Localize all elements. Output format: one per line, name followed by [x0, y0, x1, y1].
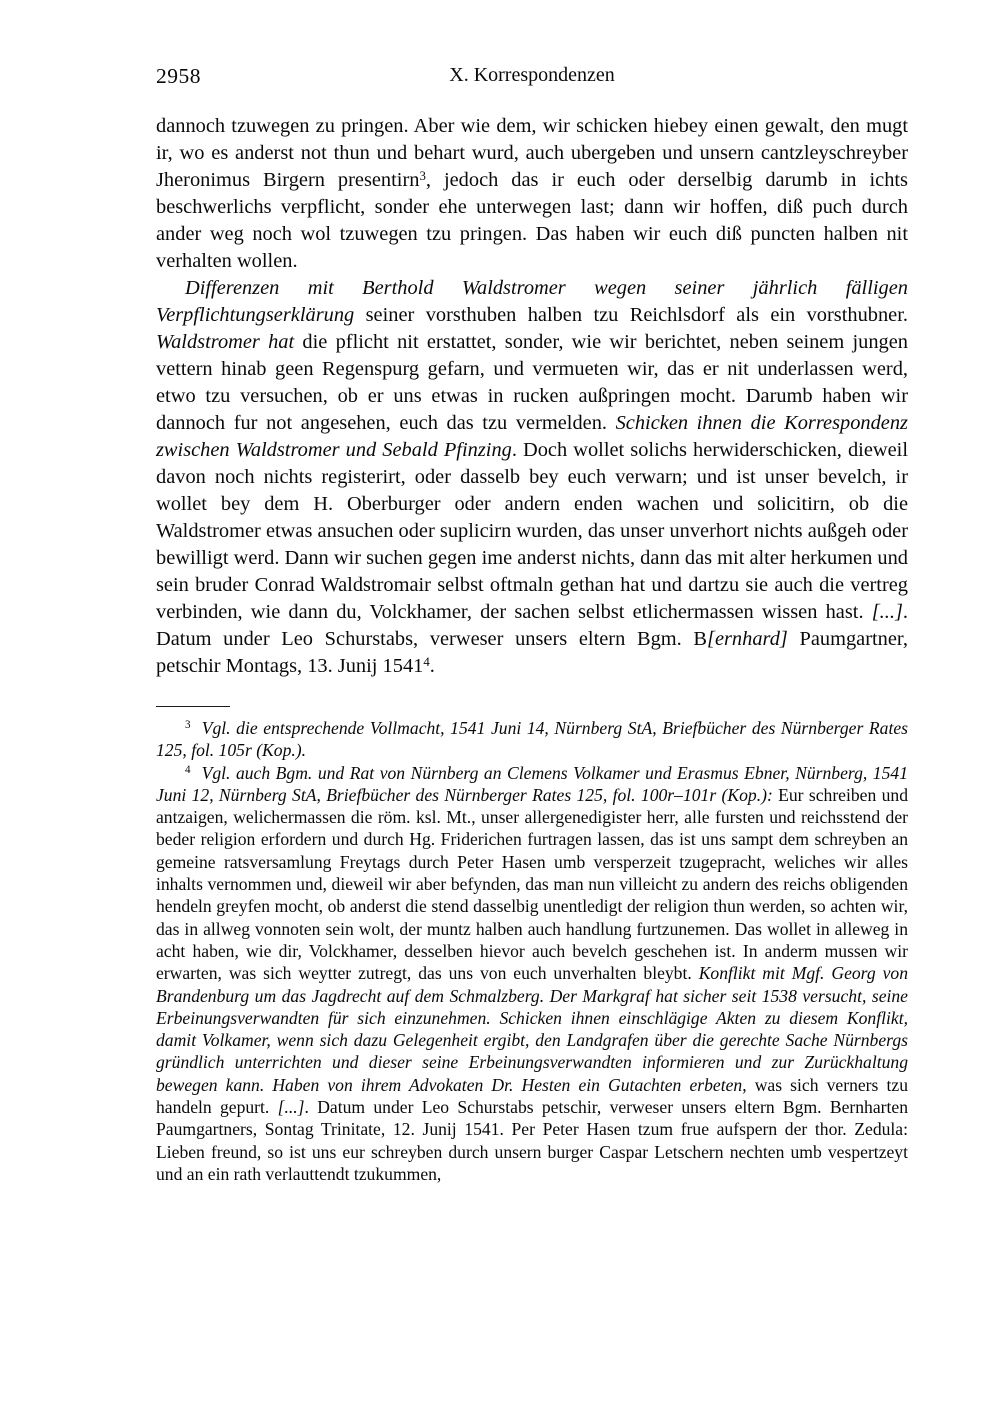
footnote-3: $^3$ Vgl. die entsprechende Vollmacht, 1541 Juni 14, Nürnberg StA, Briefbücher des Nürnberger Rates 125, fol. 105r (Kop.). [156, 718, 909, 761]
main-text [156, 113, 908, 680]
page-number: 2958 [156, 64, 201, 88]
footnote-4: $^4$ Vgl. auch Bgm. und Rat von Nürnberg an Clemens Volkamer und Erasmus Ebner, Nürnberg, 1541 Juni 12, Nürnberg StA, Briefbücher des Nürnberger Rates 125, fol. 100r–101r (Kop.): Eur schreiben und antzaigen, welichermassen die röm. ksl. Mt., unser allergenedigister herr, alle fursten und reichsstend der beder religion erfordern und durch Hg. Friderichen furtragen lassen, das ist uns sampt dem schreyben an gemeine ratsversamlung Freytags durch Peter Hasen umb versperzeit tzugepracht, weliches wir alles inhalts vernommen und, dieweil wir aber befynden, das man nun villeicht zu andern des reichs obligenden hendeln greyfen mocht, ob anderst die stend dasselbig unentledigt der religion thun werden, so achten wir, das in allweg vonnoten sein wolt, der muntz halben auch handlung furtzunemen. Das wollet in alleweg in acht haben, wie dir, Volckhamer, desselben hievor auch bevelch geschehen ist. In anderm mussen wir erwarten, was sich weytter zutregt, das uns von euch unverhalten bleybt. Konflikt mit Mgf. Georg von Brandenburg um das Jagdrecht auf dem Schmalzberg. Der Markgraf hat sicher seit 1538 versucht, seine Erbeinungsverwandten für sich einzunehmen. Schicken ihnen einschlägige Akten zu diesem Konflikt, damit Volkamer, wenn sich dazu Gelegenheit ergibt, den Landgrafen über die gerechte Sache Nürnbergs gründlich unterrichten und dieser seine Erbeinungsverwandten informieren und zur Zurückhaltung bewegen kann. Haben von ihrem Advokaten Dr. Hesten ein Gutachten erbeten, was sich verners tzu handeln gepurt. [...]. Datum under Leo Schurstabs petschir, verweser unsers eltern Bgm. Bernharten Paumgartners, Sontag Trinitate, 12. Junij 1541. Per Peter Hasen tzum frue aufspern der thor. Zedula: Lieben freund, so ist uns eur schreyben durch unsern burger Caspar Letschern nechten umb vespertzeyt und an ein rath verlauttendt tzukummen, [156, 762, 908, 1184]
running-title: X. Korrespondenzen [449, 64, 615, 86]
body-paragraph-regest: Differenzen mit Berthold Waldstromer wegen seiner jährlich fälligen Verpflichtungserklärung seiner vorsthuben halben tzu Reichlsdorf als ein vorsthubner. Waldstromer hat die pflicht nit erstattet, sonder, wie wir berichtet, neben seinem jungen vettern hinab geen Regenspurg gefarn, und vermueten wir, das er nit underlassen werd, etwo tzu versuchen, ob er uns etwas in rucken außpringen mocht. Darumb haben wir dannoch fur not angesehen, euch das tzu vermelden. Schicken ihnen die Korrespondenz zwischen Waldstromer und Sebald Pfinzing. Doch wollet solichs herwiderschicken, dieweil davon noch nichts registerirt, oder dasselb bey euch verwarn; und ist unser bevelch, ir wollet bey dem H. Oberburger oder andern enden wachen und solicitirn, ob die Waldstromer etwas ansuchen oder suplicirn wurden, das unser unverhort nichts außgeh oder bewilligt werd. Dann wir suchen gegen ime anderst nichts, dann das mit alter herkumen und sein bruder Conrad Waldstromair selbst oftmaln gethan hat und dartzu sie auch die vertreg verbinden, wie dann du, Volckhamer, der sachen selbst etlichermassen wissen hast. [...]. Datum under Leo Schurstabs, verweser unsers eltern Bgm. B[ernhard] Paumgartner, petschir Montags, 13. Junij 1541$^4$. [156, 277, 908, 677]
text-column [156, 64, 908, 1185]
footnote-separator [156, 706, 230, 707]
page-header [156, 64, 908, 92]
footnotes-block [156, 717, 908, 1185]
body-paragraph-continuation: dannoch tzuwegen zu pringen. Aber wie dem, wir schicken hiebey einen gewalt, den mugt ir, wo es anderst not thun und behart wurd, auch ubergeben und unsern cantzleyschreyber Jheronimus Birgern presentirn$^3$, jedoch das ir euch oder derselbig darumb in ichts beschwerlichs verpflicht, sonder ehe unterwegen last; dann wir hoffen, diß puch durch ander weg noch wol tzuwegen tzu pringen. Das haben wir euch diß puncten halben nit verhalten wollen. [156, 115, 908, 272]
